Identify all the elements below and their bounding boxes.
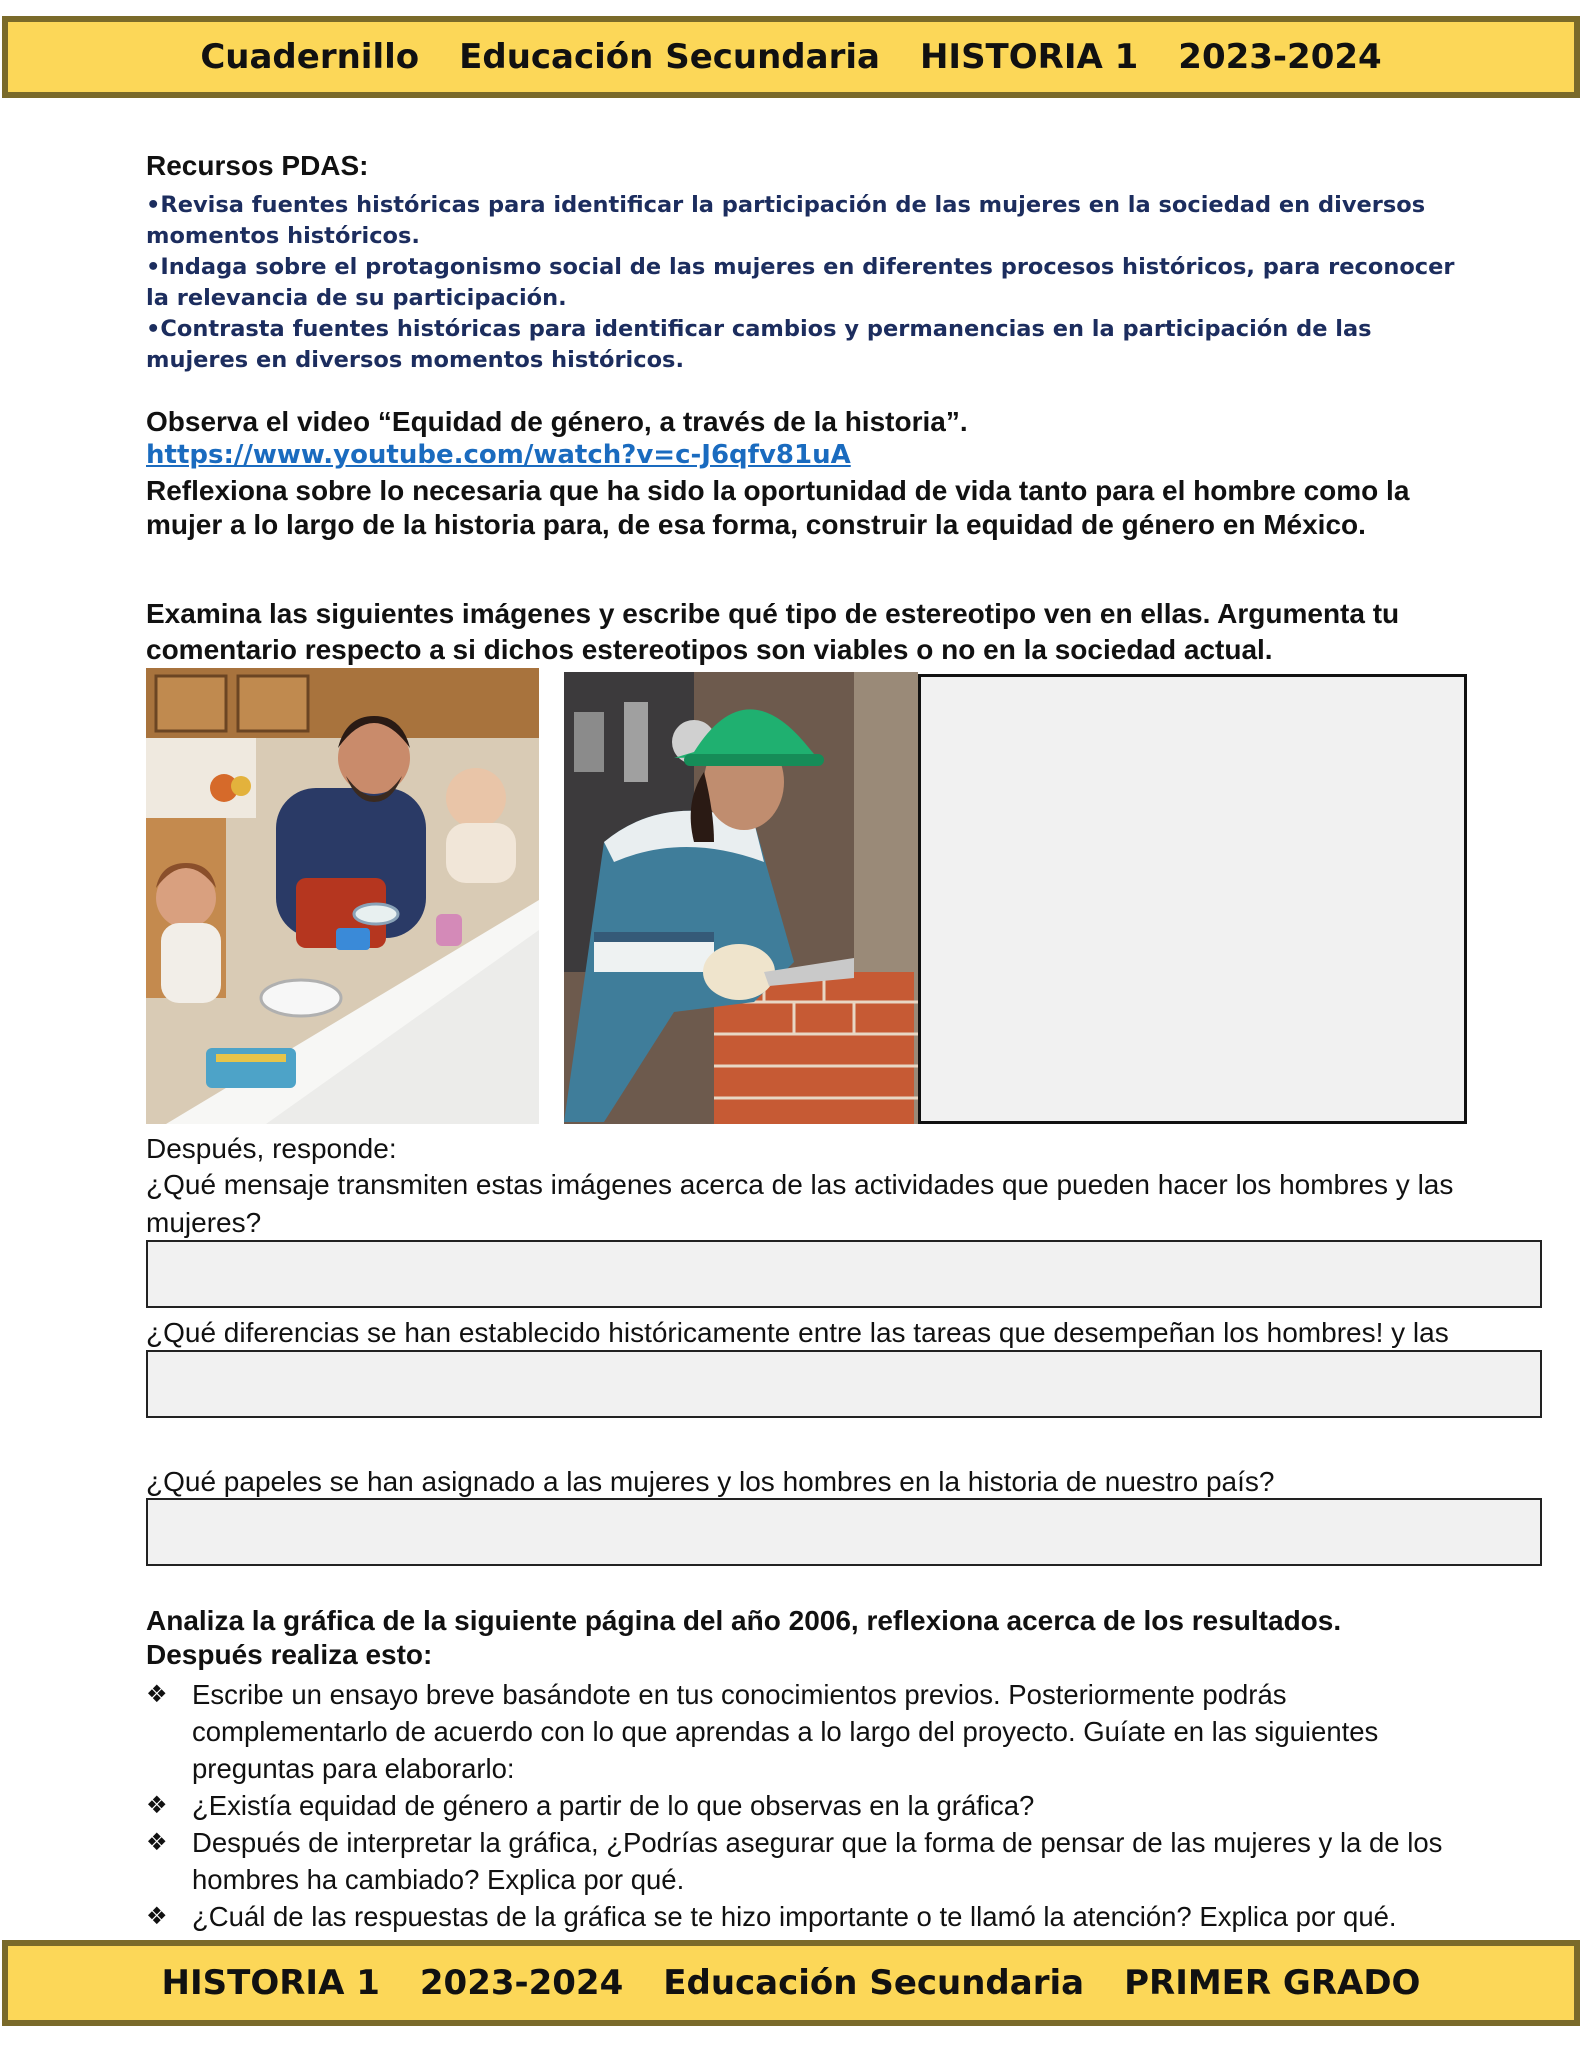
footer-banner: [2, 1940, 1580, 2026]
answer-field-2[interactable]: [146, 1350, 1542, 1418]
kitchen-illustration: [146, 668, 539, 1124]
answer-field-3[interactable]: [146, 1498, 1542, 1566]
pdas-item: • Revisa fuentes históricas para identificar la participación de las mujeres en la sociedad en diversos momentos históricos.: [146, 190, 1466, 252]
video-reflection: Reflexiona sobre lo necesaria que ha sido la oportunidad de vida tanto para el hombre como la mujer a lo largo de la historia para, de esa forma, construir la equidad de género en México.: [146, 475, 1410, 540]
footer-label-grade: PRIMER GRADO: [1124, 1963, 1421, 2003]
question-2: ¿Qué diferencias se han establecido históricamente entre las tareas que desempeñan los hombres! y las: [146, 1317, 1449, 1348]
footer-label-year: 2023-2024: [419, 1963, 624, 2003]
task-text: Después de interpretar la gráfica, ¿Podrías asegurar que la forma de pensar de las mujeres y la de los hombres ha cambiado? Explica por qué.: [192, 1827, 1443, 1895]
header-label-year: 2023-2024: [1178, 37, 1382, 77]
pdas-item: • Contrasta fuentes históricas para identificar cambios y permanencias en la participación de las mujeres en diversos momentos históricos.: [146, 314, 1466, 376]
analysis-instruction-line1: Analiza la gráfica de la siguiente página del año 2006, reflexiona acerca de los resultados.: [146, 1605, 1342, 1636]
footer-label-level: Educación Secundaria: [663, 1963, 1085, 2003]
header-label-subject: HISTORIA 1: [919, 37, 1139, 77]
task-item: [146, 1787, 1476, 1824]
video-link[interactable]: https://www.youtube.com/watch?v=c-J6qfv81uA: [146, 440, 851, 470]
task-text: ¿Existía equidad de género a partir de lo que observas en la gráfica?: [192, 1790, 1035, 1821]
task-item: [146, 1824, 1476, 1898]
diamond-bullet-icon: ❖: [146, 1681, 168, 1708]
diamond-bullet-icon: ❖: [146, 1903, 168, 1930]
analysis-instruction-line2: Después realiza esto:: [146, 1639, 433, 1670]
diamond-bullet-icon: ❖: [146, 1829, 168, 1856]
question-3: ¿Qué papeles se han asignado a las mujeres y los hombres en la historia de nuestro país?: [146, 1466, 1275, 1497]
images-instruction: Examina las siguientes imágenes y escribe qué tipo de estereotipo ven en ellas. Argumenta tu comentario respecto a si dichos estereotipos son viables o no en la sociedad actual.: [146, 598, 1400, 665]
task-text: Escribe un ensayo breve basándote en tus conocimientos previos. Posteriormente podrás complementarlo de acuerdo con lo que aprendas a lo largo del proyecto. Guíate en las siguientes preguntas para elaborarlo:: [192, 1679, 1379, 1784]
task-list: [146, 1676, 1476, 1935]
question-1: ¿Qué mensaje transmiten estas imágenes acerca de las actividades que pueden hacer los hombres y las mujeres?: [146, 1169, 1454, 1238]
header-label-level: Educación Secundaria: [459, 37, 880, 77]
answer-field-1[interactable]: [146, 1240, 1542, 1308]
header-banner: [2, 16, 1580, 98]
pdas-item: • Indaga sobre el protagonismo social de las mujeres en diferentes procesos históricos, para reconocer la relevancia de su participación.: [146, 252, 1466, 314]
task-item: [146, 1898, 1476, 1935]
analysis-instruction: [146, 1604, 1466, 1672]
pdas-list: [146, 190, 1466, 376]
photo-woman-construction-worker: [564, 672, 918, 1124]
task-text: ¿Cuál de las respuestas de la gráfica se te hizo importante o te llamó la atención? Explica por qué.: [192, 1901, 1397, 1932]
image-placeholder: [918, 674, 1467, 1124]
construction-illustration: [564, 672, 918, 1124]
video-instruction: Observa el video “Equidad de género, a través de la historia”.: [146, 406, 968, 437]
photo-father-feeding-children: [146, 668, 539, 1124]
header-label-cuadernillo: Cuadernillo: [200, 37, 420, 77]
pdas-title: Recursos PDAS:: [146, 150, 369, 181]
questions-intro: Después, responde:: [146, 1133, 397, 1164]
task-item: [146, 1676, 1476, 1787]
footer-label-subject: HISTORIA 1: [161, 1963, 380, 2003]
diamond-bullet-icon: ❖: [146, 1792, 168, 1819]
